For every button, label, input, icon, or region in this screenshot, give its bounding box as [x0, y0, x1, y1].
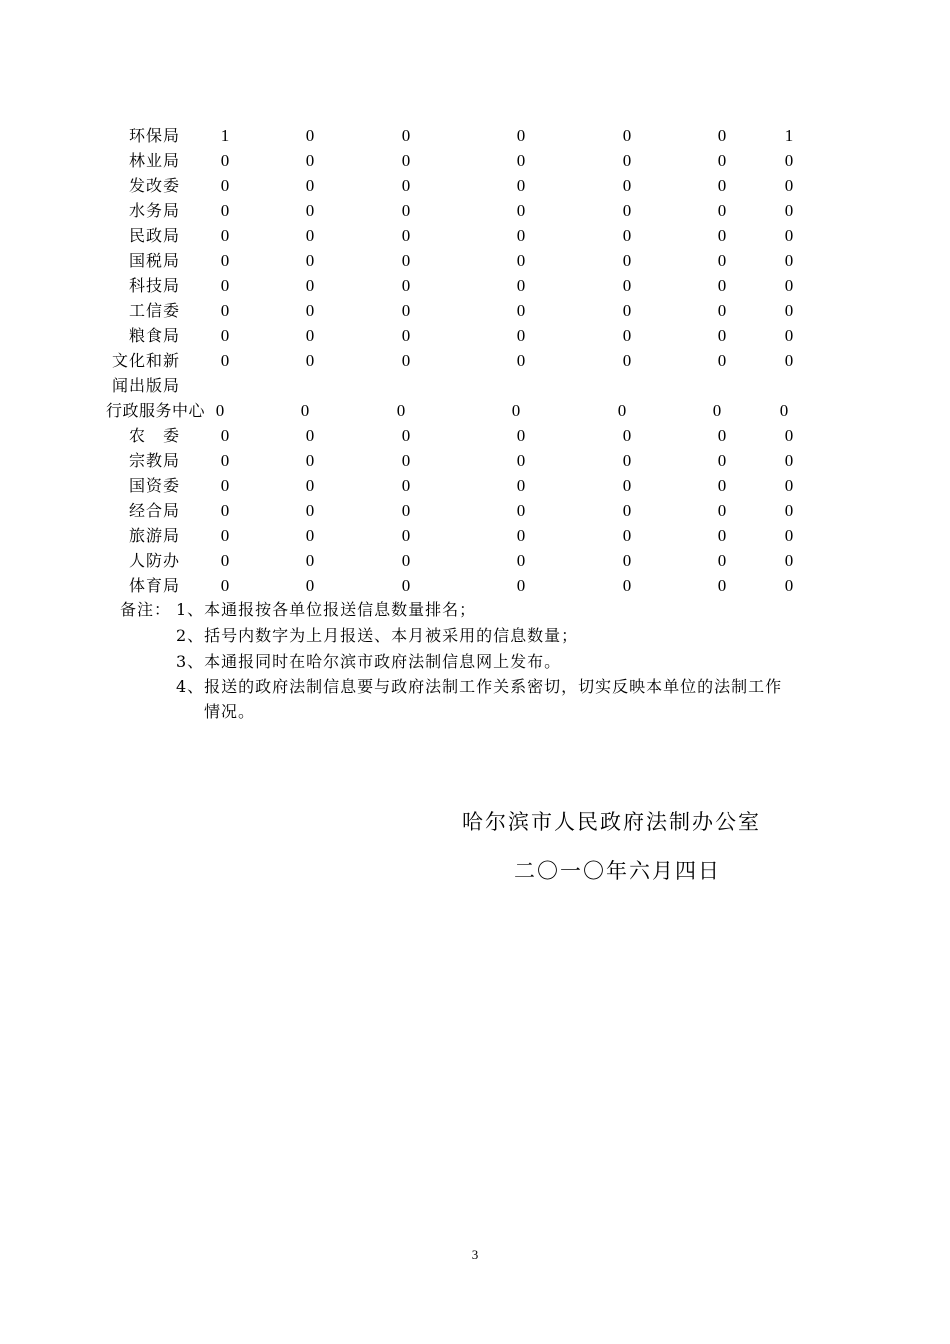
row-value-col-6: 0	[717, 176, 727, 195]
row-value-col-7: 0	[784, 301, 794, 320]
row-value-col-5: 0	[622, 551, 632, 570]
row-unit-name: 国税局	[128, 251, 180, 270]
row-value-col-3: 0	[401, 226, 411, 245]
row-value-col-7: 0	[784, 201, 794, 220]
row-value-col-5: 0	[622, 476, 632, 495]
row-value-col-7: 0	[779, 401, 789, 420]
row-value-col-1: 0	[220, 251, 230, 270]
row-value-col-1: 0	[220, 301, 230, 320]
row-value-col-5: 0	[622, 276, 632, 295]
row-value-col-2: 0	[305, 476, 315, 495]
notes-label: 备注：	[120, 600, 172, 619]
row-value-col-2: 0	[305, 151, 315, 170]
row-value-col-2: 0	[305, 326, 315, 345]
row-value-col-7: 0	[784, 351, 794, 370]
row-value-col-4: 0	[516, 351, 526, 370]
row-value-col-2: 0	[305, 551, 315, 570]
row-unit-name: 水务局	[128, 201, 180, 220]
row-value-col-6: 0	[717, 501, 727, 520]
row-value-col-2: 0	[305, 201, 315, 220]
row-value-col-4: 0	[516, 501, 526, 520]
row-unit-name: 科技局	[128, 276, 180, 295]
issue-date: 二〇一〇年六月四日	[514, 859, 721, 883]
row-value-col-5: 0	[622, 126, 632, 145]
row-value-col-2: 0	[305, 176, 315, 195]
row-value-col-6: 0	[717, 451, 727, 470]
row-value-col-3: 0	[401, 326, 411, 345]
row-unit-name-continued: 闻出版局	[111, 376, 180, 395]
row-value-col-7: 0	[784, 476, 794, 495]
row-value-col-4: 0	[516, 526, 526, 545]
row-value-col-2: 0	[305, 501, 315, 520]
row-value-col-5: 0	[622, 176, 632, 195]
row-value-col-1: 0	[220, 151, 230, 170]
row-value-col-7: 0	[784, 426, 794, 445]
row-value-col-6: 0	[717, 126, 727, 145]
row-value-col-5: 0	[622, 151, 632, 170]
row-value-col-6: 0	[717, 226, 727, 245]
row-value-col-7: 0	[784, 226, 794, 245]
row-value-col-6: 0	[717, 151, 727, 170]
row-value-col-3: 0	[401, 426, 411, 445]
row-value-col-2: 0	[305, 526, 315, 545]
row-value-col-5: 0	[622, 451, 632, 470]
note-item-3: 3、本通报同时在哈尔滨市政府法制信息网上发布。	[176, 652, 562, 671]
row-value-col-1: 0	[220, 426, 230, 445]
row-value-col-5: 0	[622, 201, 632, 220]
row-value-col-3: 0	[401, 201, 411, 220]
row-value-col-2: 0	[305, 451, 315, 470]
row-value-col-1: 0	[220, 476, 230, 495]
row-unit-name: 旅游局	[128, 526, 180, 545]
row-value-col-3: 0	[401, 576, 411, 595]
row-value-col-7: 0	[784, 451, 794, 470]
row-value-col-3: 0	[401, 526, 411, 545]
row-value-col-6: 0	[717, 476, 727, 495]
row-value-col-4: 0	[516, 126, 526, 145]
row-value-col-7: 0	[784, 501, 794, 520]
row-unit-name: 工信委	[128, 301, 180, 320]
row-value-col-7: 0	[784, 551, 794, 570]
row-value-col-4: 0	[516, 551, 526, 570]
row-unit-name: 民政局	[128, 226, 180, 245]
row-value-col-2: 0	[305, 576, 315, 595]
row-value-col-4: 0	[511, 401, 521, 420]
row-value-col-6: 0	[717, 576, 727, 595]
row-value-col-3: 0	[401, 501, 411, 520]
row-value-col-7: 0	[784, 176, 794, 195]
row-value-col-3: 0	[401, 276, 411, 295]
row-value-col-2: 0	[305, 251, 315, 270]
row-value-col-3: 0	[401, 451, 411, 470]
row-value-col-1: 0	[220, 351, 230, 370]
row-value-col-5: 0	[622, 351, 632, 370]
row-value-col-5: 0	[622, 301, 632, 320]
row-value-col-4: 0	[516, 301, 526, 320]
row-value-col-4: 0	[516, 276, 526, 295]
row-unit-name: 宗教局	[128, 451, 180, 470]
row-value-col-5: 0	[622, 326, 632, 345]
note-item-4: 4、报送的政府法制信息要与政府法制工作关系密切，切实反映本单位的法制工作	[176, 677, 783, 696]
page-number: 3	[471, 1247, 479, 1262]
row-unit-name: 经合局	[128, 501, 180, 520]
row-value-col-2: 0	[305, 351, 315, 370]
row-value-col-5: 0	[622, 251, 632, 270]
row-value-col-1: 0	[220, 551, 230, 570]
row-unit-name: 人防办	[128, 551, 180, 570]
row-unit-name: 体育局	[128, 576, 180, 595]
row-value-col-7: 0	[784, 251, 794, 270]
row-value-col-6: 0	[717, 301, 727, 320]
issuing-office: 哈尔滨市人民政府法制办公室	[462, 810, 761, 834]
row-value-col-6: 0	[717, 426, 727, 445]
row-value-col-1: 0	[220, 501, 230, 520]
row-unit-name: 环保局	[128, 126, 180, 145]
note-item-1: 1、本通报按各单位报送信息数量排名；	[176, 600, 477, 619]
row-unit-name: 文化和新	[111, 351, 180, 370]
row-value-col-4: 0	[516, 576, 526, 595]
row-unit-name: 发改委	[128, 176, 180, 195]
row-value-col-1: 0	[220, 526, 230, 545]
row-value-col-4: 0	[516, 251, 526, 270]
row-value-col-6: 0	[717, 526, 727, 545]
row-value-col-4: 0	[516, 451, 526, 470]
row-value-col-6: 0	[717, 326, 727, 345]
row-value-col-4: 0	[516, 201, 526, 220]
row-value-col-1: 0	[220, 451, 230, 470]
row-value-col-6: 0	[717, 551, 727, 570]
row-value-col-1: 0	[215, 401, 225, 420]
row-value-col-2: 0	[305, 276, 315, 295]
row-value-col-5: 0	[622, 426, 632, 445]
row-value-col-3: 0	[401, 476, 411, 495]
note-item-2: 2、括号内数字为上月报送、本月被采用的信息数量；	[176, 626, 579, 645]
row-value-col-7: 1	[784, 126, 794, 145]
row-value-col-2: 0	[305, 426, 315, 445]
row-value-col-3: 0	[401, 301, 411, 320]
row-value-col-3: 0	[401, 151, 411, 170]
row-value-col-5: 0	[622, 226, 632, 245]
row-value-col-7: 0	[784, 576, 794, 595]
row-value-col-6: 0	[717, 251, 727, 270]
row-value-col-4: 0	[516, 326, 526, 345]
row-value-col-5: 0	[622, 501, 632, 520]
row-value-col-3: 0	[401, 251, 411, 270]
row-value-col-1: 0	[220, 226, 230, 245]
row-value-col-7: 0	[784, 151, 794, 170]
row-unit-name: 行政服务中心	[105, 401, 205, 420]
row-value-col-6: 0	[717, 276, 727, 295]
row-value-col-5: 0	[617, 401, 627, 420]
row-value-col-3: 0	[396, 401, 406, 420]
row-value-col-4: 0	[516, 151, 526, 170]
row-value-col-4: 0	[516, 226, 526, 245]
row-value-col-1: 0	[220, 326, 230, 345]
row-unit-name: 粮食局	[128, 326, 180, 345]
row-value-col-5: 0	[622, 526, 632, 545]
row-value-col-3: 0	[401, 126, 411, 145]
row-value-col-1: 0	[220, 276, 230, 295]
row-value-col-2: 0	[300, 401, 310, 420]
row-unit-name: 农 委	[128, 426, 180, 445]
row-value-col-6: 0	[712, 401, 722, 420]
row-value-col-2: 0	[305, 126, 315, 145]
row-value-col-2: 0	[305, 226, 315, 245]
row-value-col-7: 0	[784, 326, 794, 345]
row-value-col-4: 0	[516, 476, 526, 495]
row-value-col-1: 0	[220, 176, 230, 195]
row-value-col-3: 0	[401, 351, 411, 370]
row-value-col-4: 0	[516, 426, 526, 445]
row-value-col-6: 0	[717, 351, 727, 370]
row-value-col-6: 0	[717, 201, 727, 220]
row-unit-name: 林业局	[128, 151, 180, 170]
row-value-col-4: 0	[516, 176, 526, 195]
row-unit-name: 国资委	[128, 476, 180, 495]
note-item-4-continued: 情况。	[204, 702, 256, 721]
row-value-col-5: 0	[622, 576, 632, 595]
row-value-col-1: 1	[220, 126, 230, 145]
row-value-col-7: 0	[784, 526, 794, 545]
row-value-col-1: 0	[220, 576, 230, 595]
row-value-col-7: 0	[784, 276, 794, 295]
row-value-col-2: 0	[305, 301, 315, 320]
row-value-col-3: 0	[401, 551, 411, 570]
row-value-col-1: 0	[220, 201, 230, 220]
row-value-col-3: 0	[401, 176, 411, 195]
